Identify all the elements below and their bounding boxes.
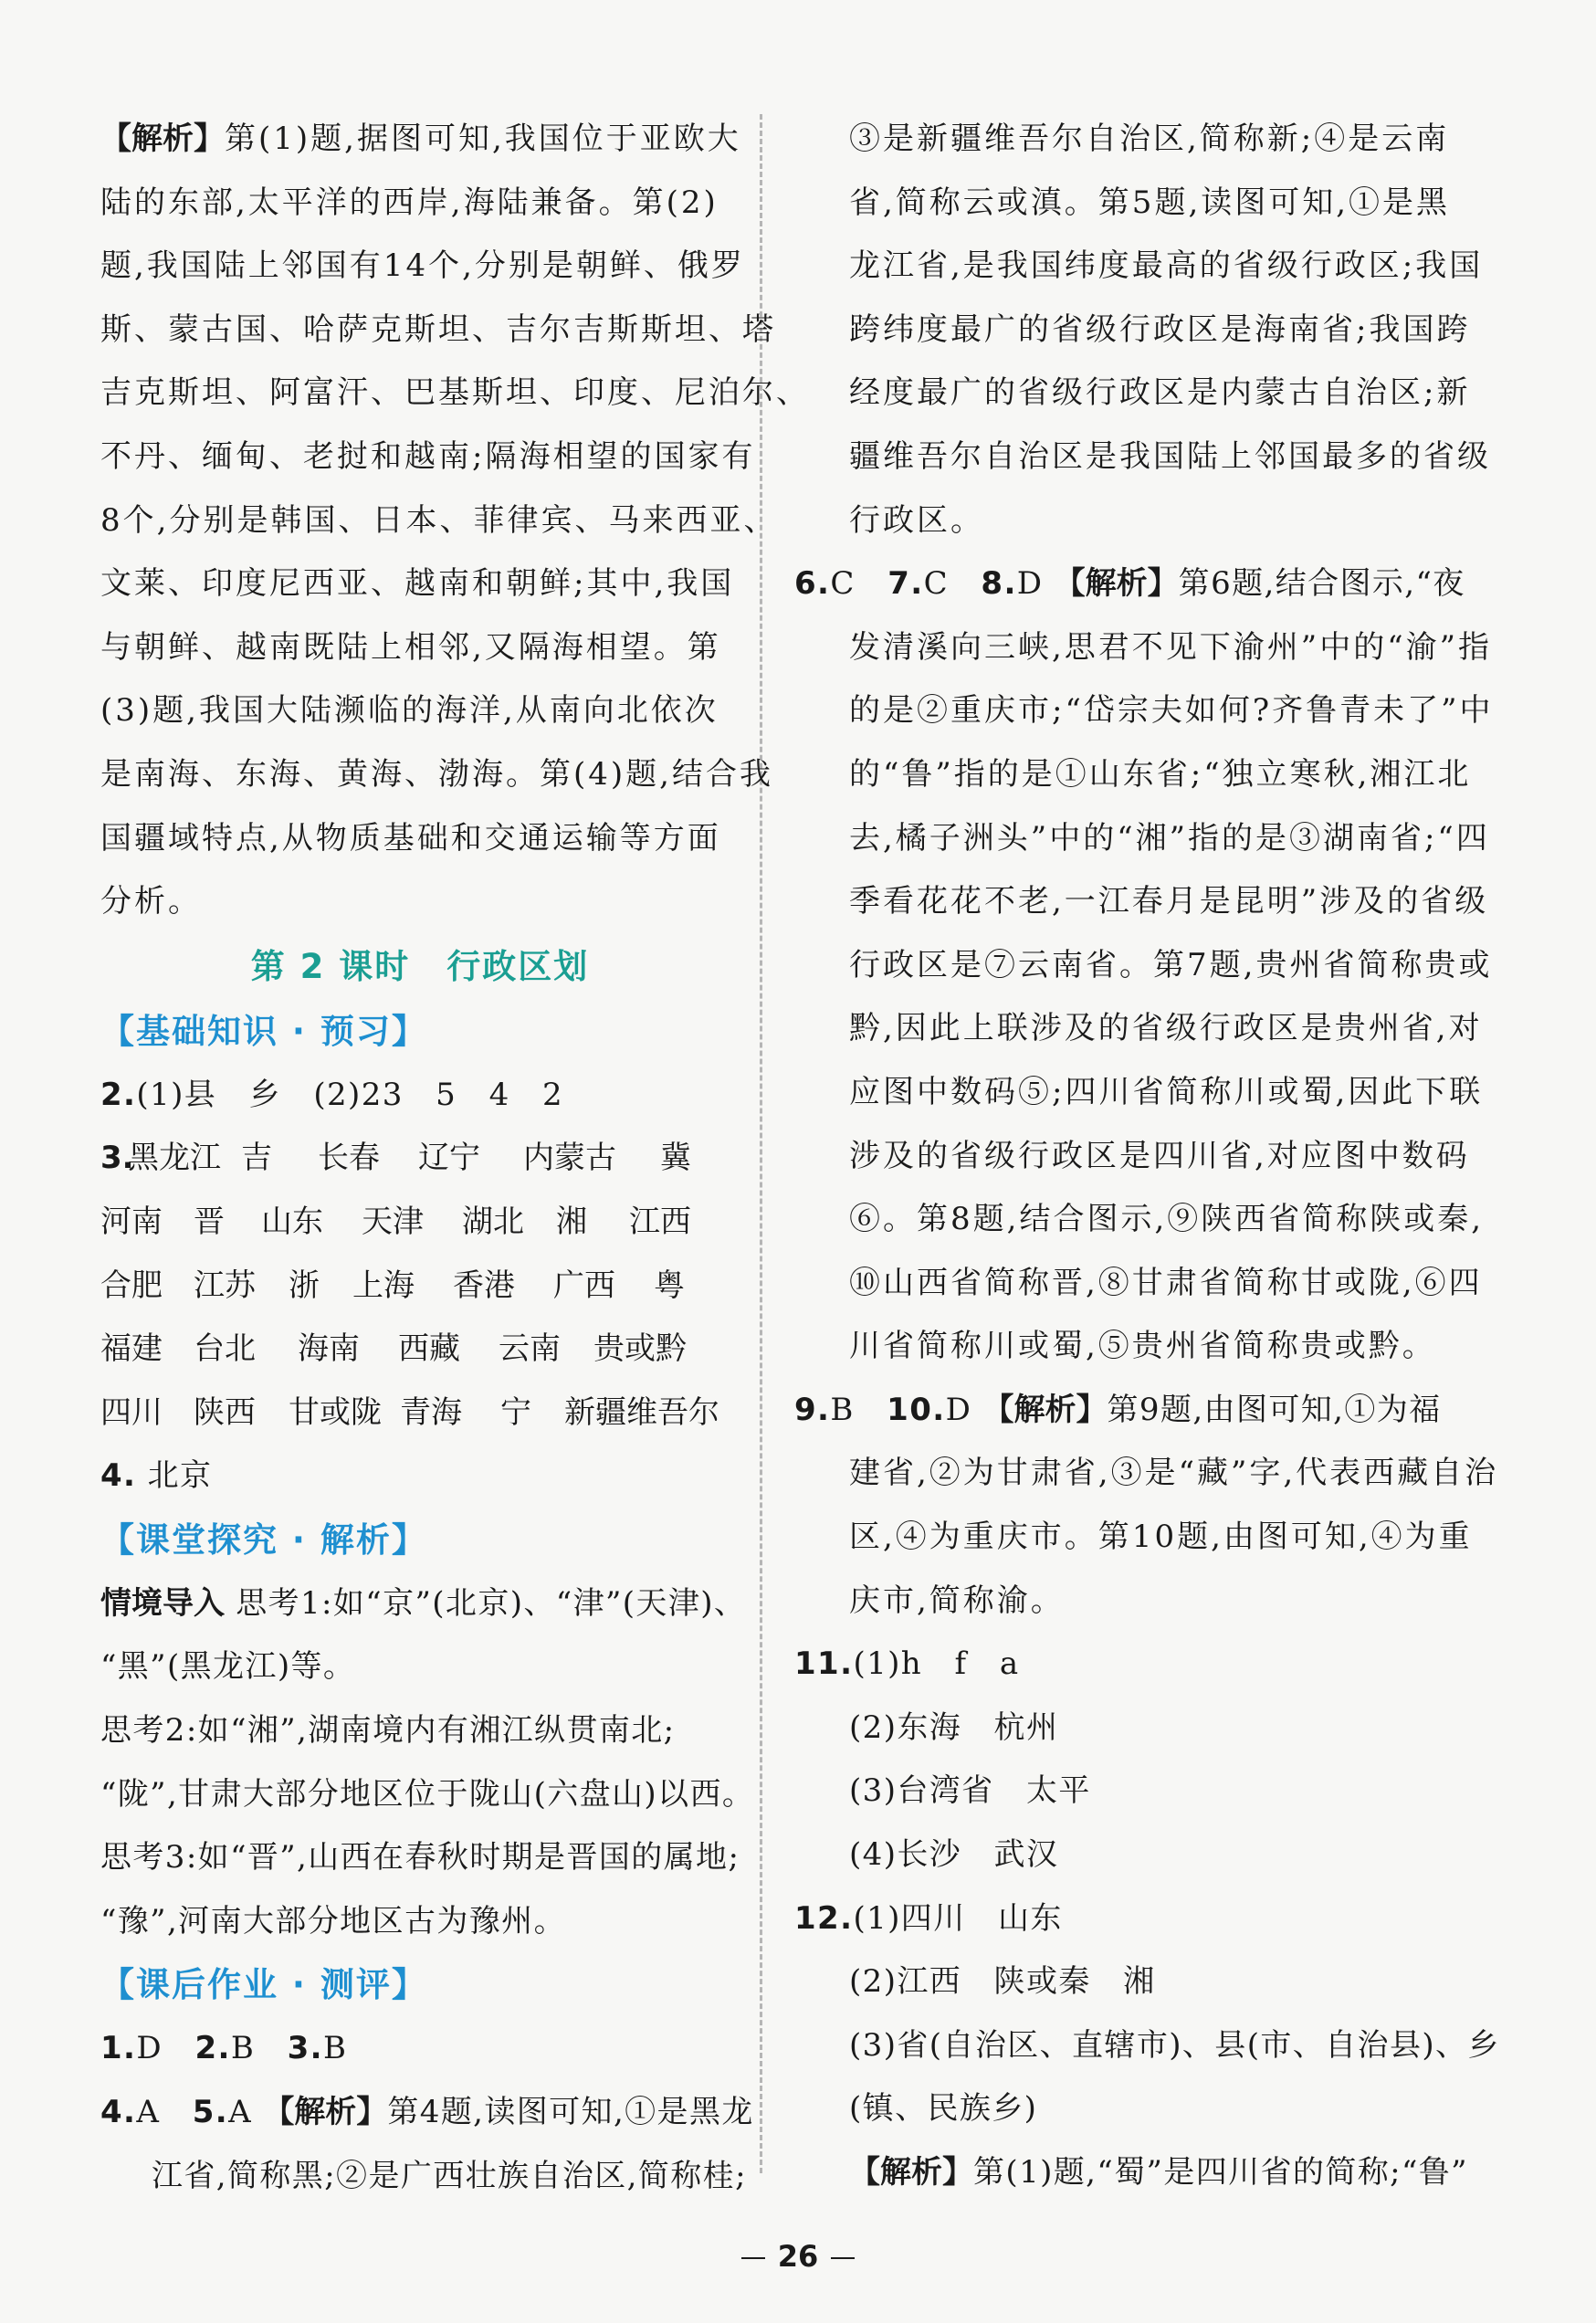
- text-line: 斯、蒙古国、哈萨克斯坦、吉尔吉斯斯坦、塔: [100, 310, 776, 348]
- text-line: 不丹、缅甸、老挝和越南;隔海相望的国家有: [100, 437, 756, 475]
- text-line: (3)题,我国大陆濒临的海洋,从南向北依次: [100, 692, 719, 730]
- section-banner-homework: 【课后作业 · 测评】: [100, 1965, 427, 2005]
- right-column: [794, 108, 1500, 2205]
- footer-dash: [831, 2257, 855, 2259]
- text-line: 黔,因此上联涉及的省级行政区是贵州省,对: [849, 1010, 1483, 1047]
- text-line: 题,我国陆上邻国有14个,分别是朝鲜、俄罗: [100, 247, 745, 285]
- answers-9-10: 9.B 10.D 【解析】第9题,由图可知,①为福: [794, 1391, 1442, 1428]
- text-line: (3)台湾省 太平: [849, 1772, 1091, 1810]
- text-line: 的“鲁”指的是①山东省;“独立寒秋,湘江北: [849, 755, 1472, 793]
- text-line: 吉克斯坦、阿富汗、巴基斯坦、印度、尼泊尔、: [100, 374, 810, 412]
- answers-6-8: 6.C 7.C 8.D 【解析】第6题,结合图示,“夜: [794, 565, 1465, 603]
- text-line: 区,④为重庆市。第10题,由图可知,④为重: [849, 1519, 1473, 1556]
- text-line: 行政区。: [849, 501, 984, 539]
- text-line: 【解析】第(1)题,“蜀”是四川省的简称;“鲁”: [849, 2154, 1468, 2191]
- answer-q2: 2.(1)县 乡 (2)23 5 4 2: [100, 1076, 564, 1113]
- text-line: 去,橘子洲头”中的“湘”指的是③湖南省;“四: [849, 819, 1490, 857]
- answer-q3-row: 3. 黑龙江 吉 长春 辽宁 内蒙古 冀: [100, 1140, 691, 1177]
- column-divider: [760, 114, 762, 2173]
- text-line: 龙江省,是我国纬度最高的省级行政区;我国: [849, 247, 1484, 285]
- text-line: 省,简称云或滇。第5题,读图可知,①是黑: [849, 184, 1451, 221]
- text-line: 行政区是⑦云南省。第7题,贵州省简称贵或: [849, 946, 1493, 983]
- section-banner-basic-knowledge: 【基础知识 · 预习】: [100, 1011, 427, 1051]
- text-line: 庆市,简称渝。: [849, 1582, 1065, 1619]
- text-line: (2)江西 陕或秦 湘: [849, 1963, 1156, 2001]
- answer-q12: 12.(1)四川 山东: [794, 1899, 1063, 1937]
- section-banner-classroom-inquiry: 【课堂探究 · 解析】: [100, 1519, 427, 1560]
- text-line: 发清溪向三峡,思君不见下渝州”中的“渝”指: [849, 628, 1492, 666]
- text-line: “陇”,甘肃大部分地区位于陇山(六盘山)以西。: [100, 1775, 755, 1813]
- text-line: 是南海、东海、黄海、渤海。第(4)题,结合我: [100, 755, 773, 793]
- answers-1-3: 1.D 2.B 3.B: [100, 2030, 348, 2067]
- text-line: 国疆域特点,从物质基础和交通运输等方面: [100, 819, 721, 857]
- text-line: 涉及的省级行政区是四川省,对应图中数码: [849, 1137, 1470, 1174]
- text-line: 陆的东部,太平洋的西岸,海陆兼备。第(2): [100, 184, 719, 221]
- answer-q3-row: 合肥 江苏 浙 上海 香港 广西 粤: [100, 1267, 685, 1304]
- text-line: 思考2:如“湘”,湖南境内有湘江纵贯南北;: [100, 1712, 676, 1750]
- text-line: (3)省(自治区、直辖市)、县(市、自治县)、乡: [849, 2026, 1500, 2064]
- text-line: 与朝鲜、越南既陆上相邻,又隔海相望。第: [100, 628, 721, 666]
- text-line: 江省,简称黑;②是广西壮族自治区,简称桂;: [152, 2157, 747, 2194]
- left-column: [100, 108, 810, 2208]
- text-line: 建省,②为甘肃省,③是“藏”字,代表西藏自治: [849, 1455, 1499, 1492]
- text-line: ③是新疆维吾尔自治区,简称新;④是云南: [849, 121, 1450, 157]
- text-line: 思考3:如“晋”,山西在春秋时期是晋国的属地;: [100, 1839, 740, 1876]
- text-line: 应图中数码⑤;四川省简称川或蜀,因此下联: [849, 1073, 1484, 1110]
- analysis-paragraph-1: [100, 108, 810, 934]
- text-line: 跨纬度最广的省级行政区是海南省;我国跨: [849, 310, 1471, 348]
- text-line: 情境导入 思考1:如“京”(北京)、“津”(天津)、: [100, 1584, 747, 1622]
- text-line: (镇、民族乡): [849, 2090, 1038, 2128]
- text-line: 8个,分别是韩国、日本、菲律宾、马来西亚、: [100, 501, 778, 539]
- text-line: ⑩山西省简称晋,⑧甘肃省简称甘或陇,⑥四: [849, 1264, 1483, 1301]
- answers-4-5: 4.A 5.A 【解析】第4题,读图可知,①是黑龙: [100, 2094, 754, 2131]
- text-line: 经度最广的省级行政区是内蒙古自治区;新: [849, 374, 1471, 412]
- text-line: 川省简称川或蜀,⑤贵州省简称贵或黔。: [849, 1328, 1436, 1365]
- lesson-title: 第 2 课时 行政区划: [250, 946, 590, 986]
- text-line: 疆维吾尔自治区是我国陆上邻国最多的省级: [849, 437, 1491, 475]
- page-number: 26: [777, 2239, 819, 2274]
- answer-q11: 11.(1)h f a: [794, 1645, 1020, 1683]
- text-line: (2)东海 杭州: [849, 1708, 1059, 1746]
- answer-q3-row: 福建 台北 海南 西藏 云南 贵或黔: [100, 1330, 687, 1368]
- text-line: 的是②重庆市;“岱宗夫如何?齐鲁青未了”中: [849, 692, 1494, 730]
- answer-q4: 4. 北京: [100, 1457, 213, 1495]
- text-line: (4)长沙 武汉: [849, 1836, 1059, 1874]
- page-footer: [0, 2239, 1596, 2274]
- text-line: “黑”(黑龙江)等。: [100, 1648, 356, 1686]
- footer-dash: [741, 2257, 765, 2259]
- text-line: 文莱、印度尼西亚、越南和朝鲜;其中,我国: [100, 565, 735, 603]
- text-line: 季看花花不老,一江春月是昆明”涉及的省级: [849, 883, 1489, 920]
- answer-q3-row: 河南 晋 山东 天津 湖北 湘 江西: [100, 1203, 691, 1240]
- answer-q3-row: 四川 陕西 甘或陇 青海 宁 新疆维吾尔: [100, 1393, 719, 1431]
- text-line: “豫”,河南大部分地区古为豫州。: [100, 1902, 566, 1939]
- text-line: ⑥。第8题,结合图示,⑨陕西省简称陕或秦,: [849, 1201, 1485, 1238]
- text-line: 【解析】第(1)题,据图可知,我国位于亚欧大: [100, 121, 741, 157]
- text-line: 分析。: [100, 883, 202, 920]
